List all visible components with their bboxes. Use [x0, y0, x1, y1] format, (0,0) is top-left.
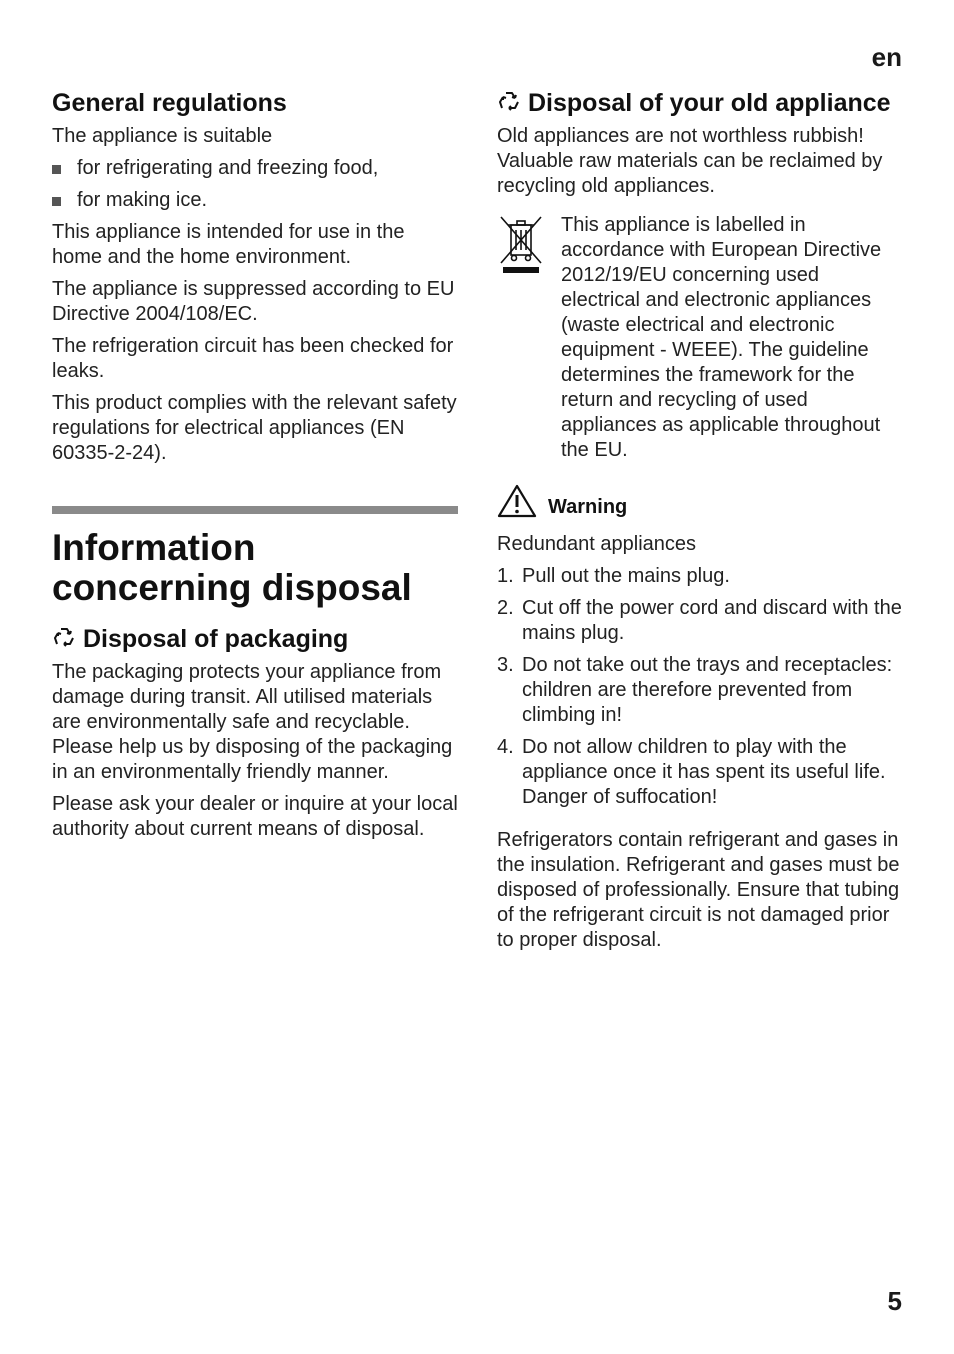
list-item: for making ice. [52, 188, 458, 213]
general-paragraph: This product complies with the relevant safety regulations for electrical appliances (EN 60335-2-24). [52, 392, 457, 464]
old-appliance-heading: Disposal of your old appliance [497, 88, 902, 118]
general-paragraph: The refrigeration circuit has been checked for leaks. [52, 335, 454, 382]
page-number: 5 [887, 1286, 902, 1316]
language-code: en [871, 42, 902, 72]
list-item: 4. Do not allow children to play with the appliance once it has spent its useful life. Danger of suffocation! [497, 736, 886, 808]
weee-notice [497, 213, 902, 470]
warning-steps [497, 564, 902, 810]
general-intro: The appliance is suitable [52, 125, 273, 147]
suitable-uses-list [52, 156, 458, 213]
recycle-icon [497, 90, 521, 114]
left-column [52, 88, 458, 849]
general-paragraph: This appliance is intended for use in the home and the home environment. [52, 221, 405, 268]
square-bullet-icon [52, 197, 61, 206]
list-item: 2. Cut off the power cord and discard with the mains plug. [497, 597, 902, 644]
recycle-icon [52, 626, 76, 650]
crossed-out-bin-icon [497, 213, 545, 277]
list-item: 1. Pull out the mains plug. [497, 565, 730, 587]
general-paragraph: The appliance is suppressed according to EU Directive 2004/108/EC. [52, 278, 455, 325]
right-column [497, 88, 902, 960]
warning-triangle-icon [497, 484, 537, 518]
packaging-paragraph: The packaging protects your appliance from damage during transit. All utilised materials are environmentally safe and recyclable. Please help us by disposing of the packaging in an environmentally friendly manner. [52, 661, 453, 783]
packaging-paragraph: Please ask your dealer or inquire at your local authority about current means of disposal. [52, 793, 458, 840]
section-divider [52, 506, 458, 514]
warning-intro: Redundant appliances [497, 533, 697, 555]
list-item: for refrigerating and freezing food, [52, 156, 458, 181]
refrigerant-paragraph: Refrigerators contain refrigerant and gases in the insulation. Refrigerant and gases must be disposed of professionally. Ensure that tubing of the refrigerant circuit is not damaged prior to proper disposal. [497, 829, 900, 951]
disposal-section-title: Information concerning disposal [52, 527, 412, 608]
weee-text: This appliance is labelled in accordance with European Directive 2012/19/EU concerning used electrical and electronic appliances (waste electrical and electronic equipment - WEEE). The guideline determines the framework for the return and recycling of used appliances as applicable throughout the EU. [561, 214, 882, 461]
list-item: 3. Do not take out the trays and receptacles: children are therefore prevented from climbing in! [497, 654, 893, 726]
square-bullet-icon [52, 165, 61, 174]
packaging-heading: Disposal of packaging [52, 624, 458, 654]
general-regulations-heading: General regulations [52, 89, 287, 117]
warning-header [497, 484, 902, 518]
old-appliance-intro: Old appliances are not worthless rubbish! Valuable raw materials can be reclaimed by recycling old appliances. [497, 125, 883, 197]
warning-label: Warning [548, 496, 628, 518]
